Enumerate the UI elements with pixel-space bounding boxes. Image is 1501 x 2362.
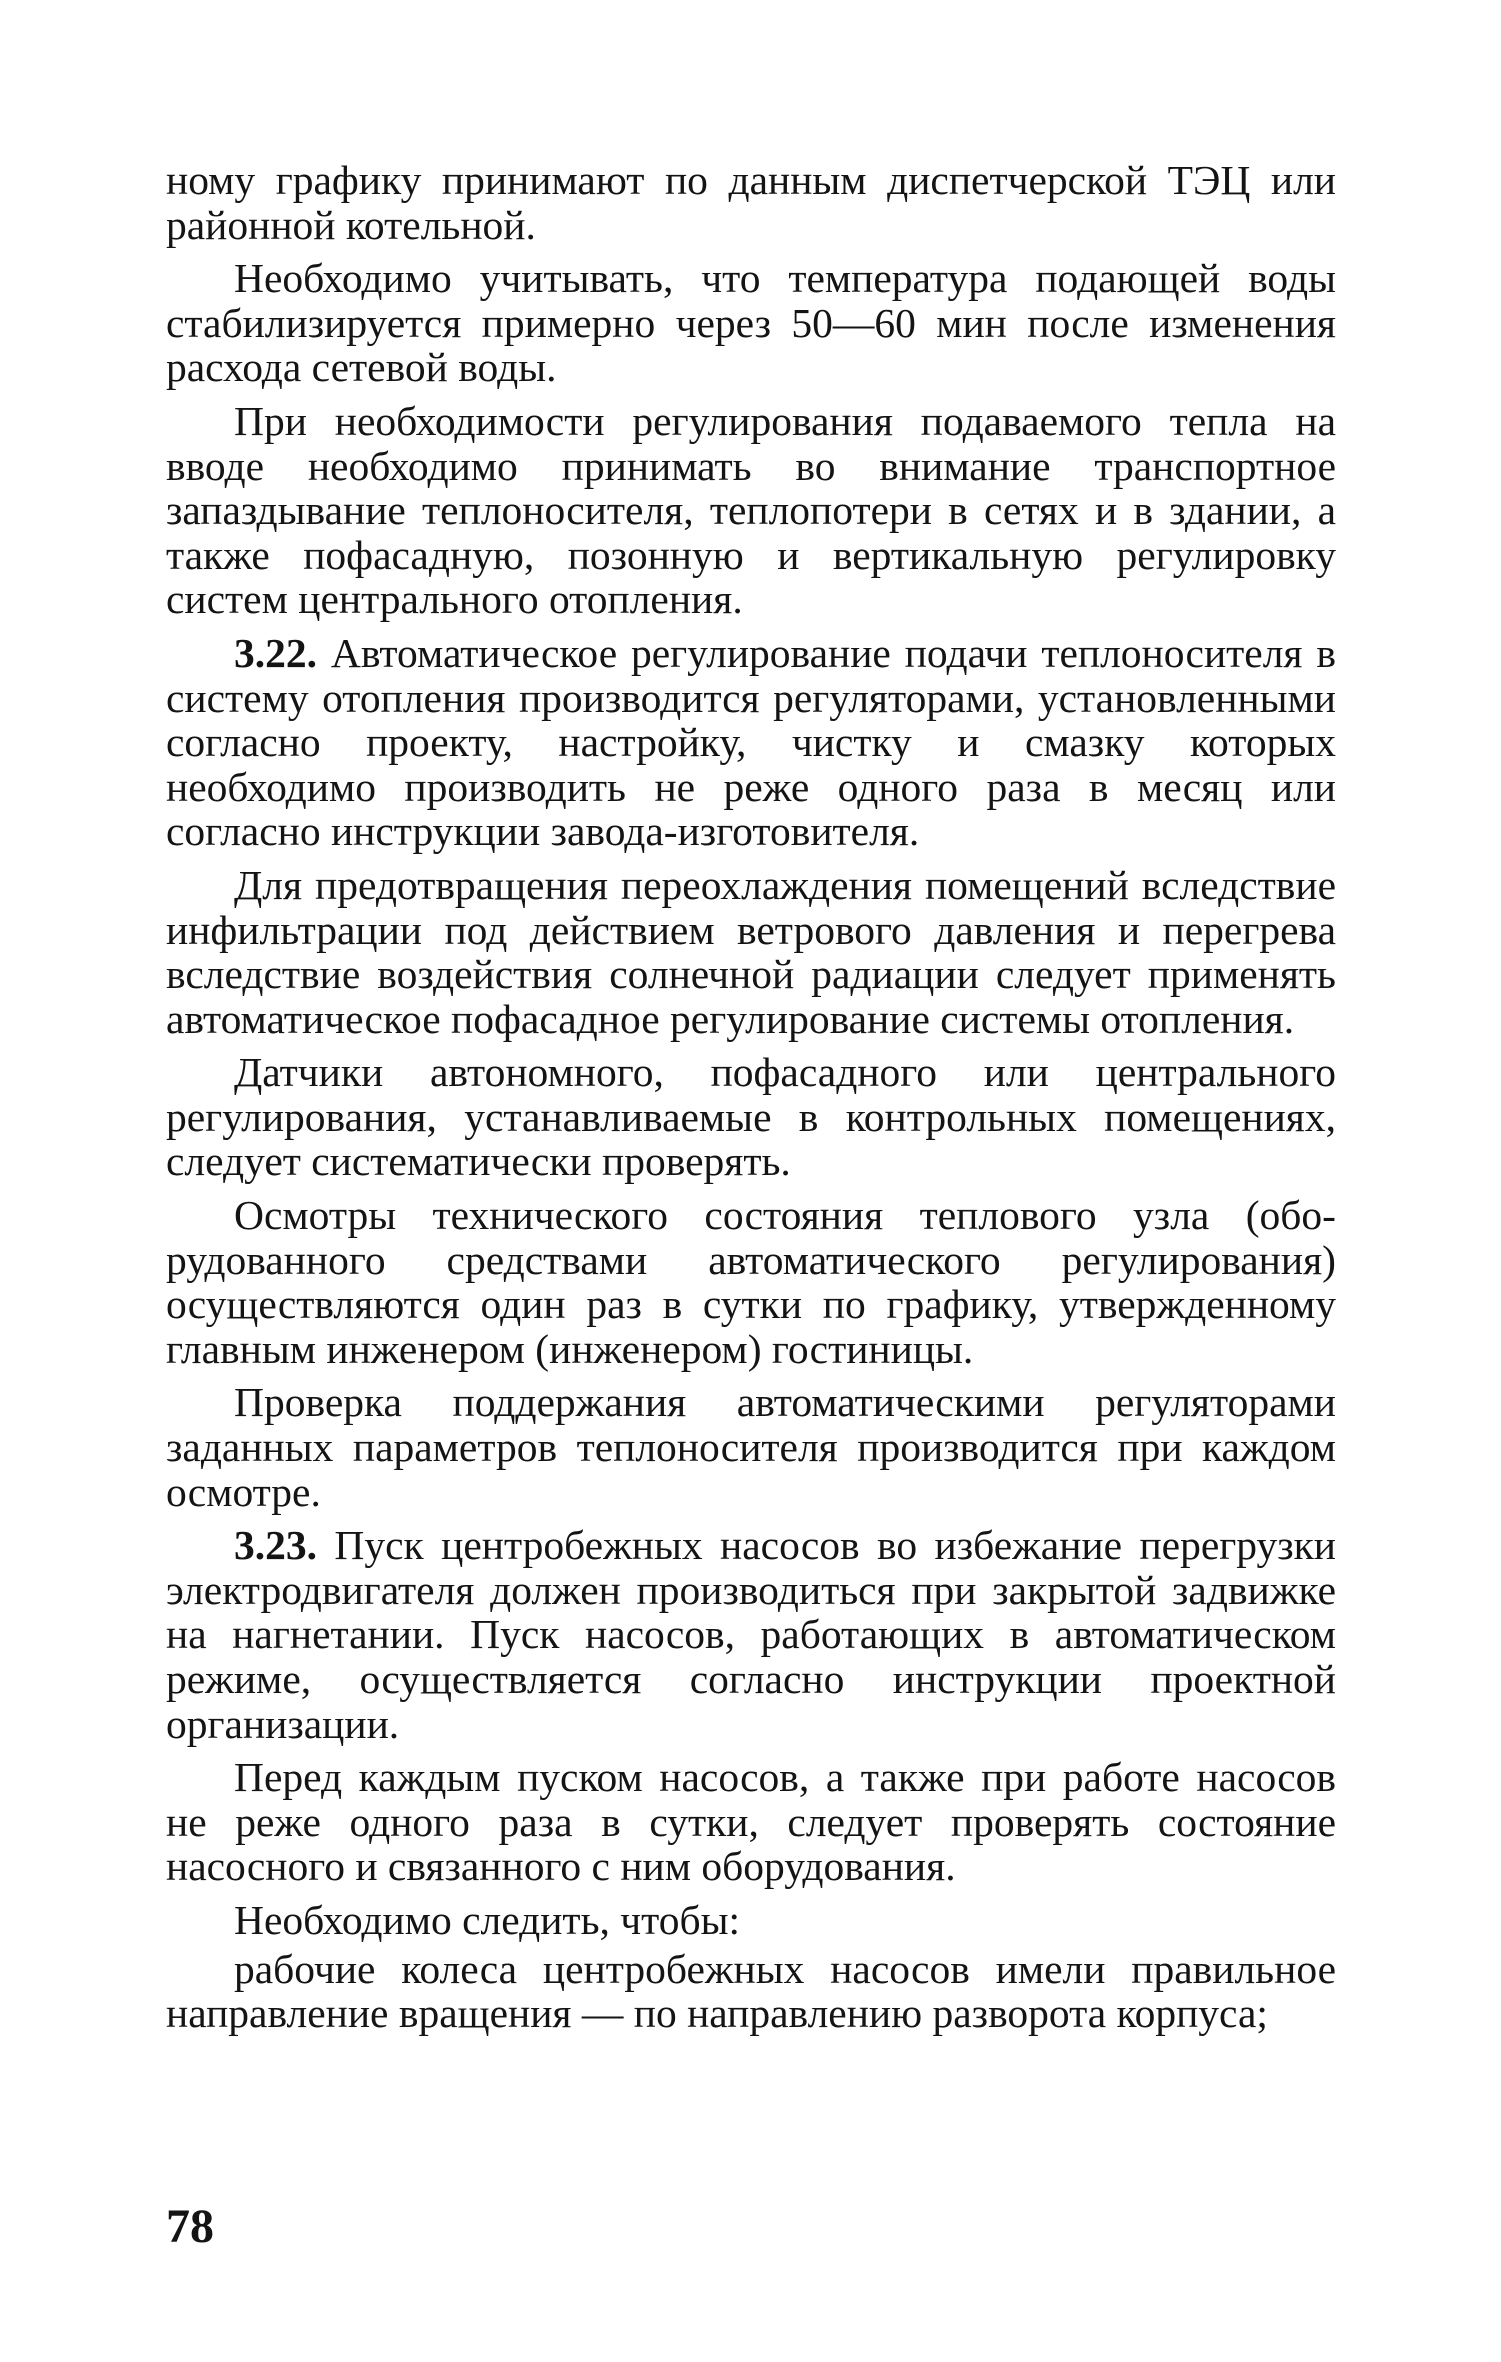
clause-text-3-23: Пуск центробежных насосов во избежание перегрузки электродвигателя должен производиться при закрытой задвижке на нагнетании. Пуск насосов, работающих в автоматическом режиме, осуществляется согласно инструкции проектной организации. [166, 1522, 1336, 1747]
clause-number-3-22: 3.22. [234, 629, 317, 676]
body-text [166, 158, 1336, 2045]
paragraph-clause-3-22 [166, 631, 1336, 854]
paragraph-inspections: Осмотры технического состояния теплового узла (оборудованного средствами автоматического регулирования) осуществляются один раз в сутки по графику, утвержденному главным инженером (инженером) гостиницы. [166, 1192, 1336, 1372]
paragraph-pump-check: Перед каждым пуском насосов, а также при работе насосов не реже одного раза в сутки, следует проверять состояние насосного и связанного с ним оборудования. [166, 1754, 1336, 1890]
paragraph-heat-regulation: При необходимости регулирования подаваемого тепла на вводе необходимо принимать во внимание транспортное запаздывание теплоносителя, теплопотери в сетях и в здании, а также пофасадную, позонную и вертикальную регулировку систем центрального отопления. [166, 397, 1336, 623]
paragraph-continuation: ному графику принимают по данным диспетчерской ТЭЦ или районной котельной. [166, 157, 1336, 248]
paragraph-water-stabilization: Необходимо учитывать, что температура подающей воды стабилизируется примерно через 50—60 мин после изменения расхода сетевой воды. [166, 255, 1336, 391]
page-number: 78 [166, 2200, 214, 2253]
clause-text-3-22: Автоматическое регулирование подачи теплоносителя в систему отопления производится регуляторами, установленными согласно проекту, настройку, чистку и смазку которых необходимо производить не реже одного раза в месяц или согласно инструкции завода-изготовителя. [166, 629, 1336, 855]
paragraph-parameter-check: Проверка поддержания автоматическими регуляторами заданных параметров теплоносителя производится при каждом осмотре. [166, 1379, 1336, 1515]
paragraph-facade-regulation: Для предотвращения переохлаждения помещений вследствие инфильтрации под действием ветрового давления и перегрева вследствие воздействия солнечной радиации следует применять автоматическое пофасадное регулирование системы отопления. [166, 861, 1336, 1042]
paragraph-sensors: Датчики автономного, пофасадного или центрального регулирования, устанавливаемые в контрольных помещениях, следует систематически проверять. [166, 1049, 1336, 1185]
paragraph-impeller-direction: рабочие колеса центробежных насосов имели правильное направление вращения — по направлению разворота корпуса; [166, 1945, 1336, 2037]
clause-number-3-23: 3.23. [234, 1522, 317, 1569]
paragraph-monitoring-intro: Необходимо следить, чтобы: [234, 1896, 740, 1943]
paragraph-clause-3-23 [166, 1523, 1336, 1746]
